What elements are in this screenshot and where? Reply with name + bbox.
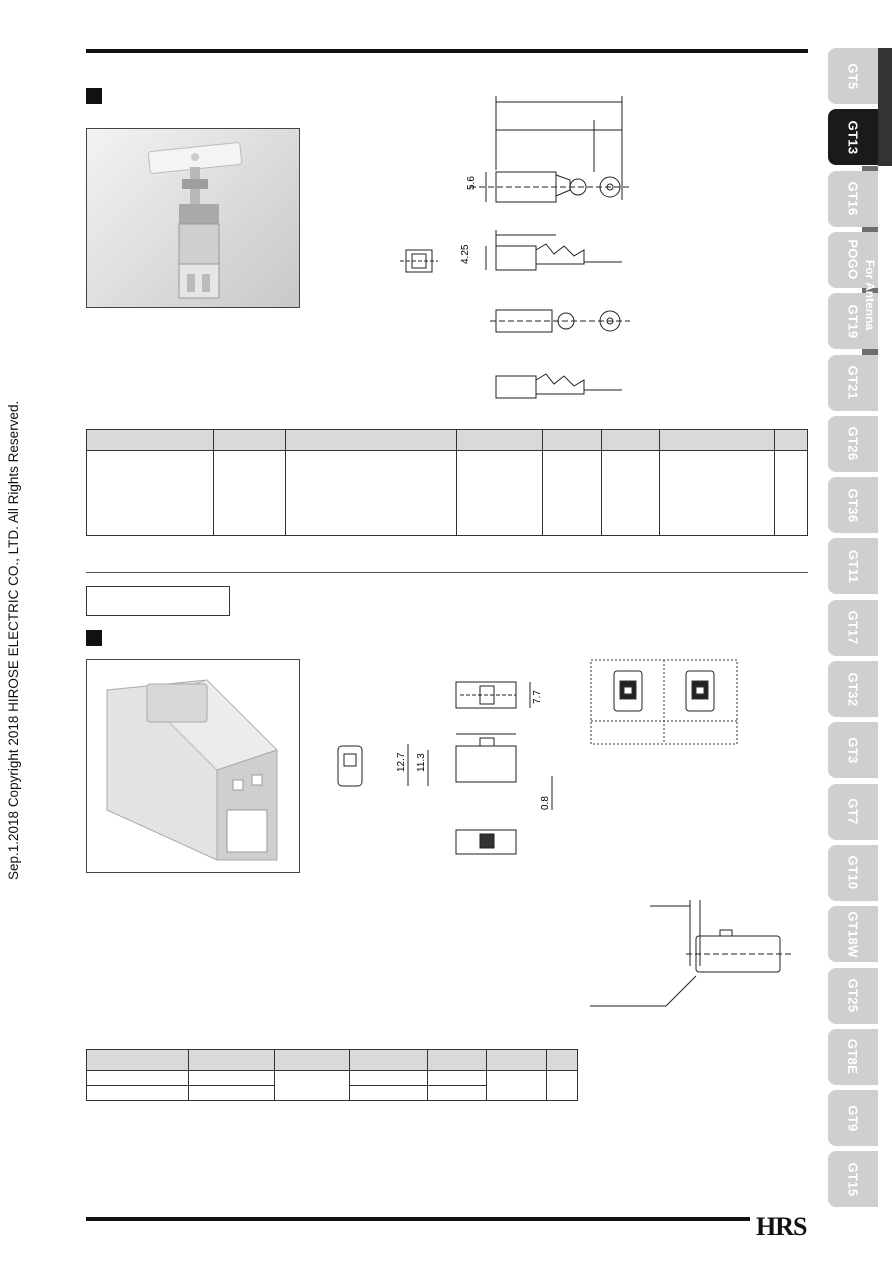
- tab-gt15[interactable]: [828, 1151, 878, 1207]
- bottom-rule: [86, 1217, 750, 1221]
- tab-label: GT13: [845, 120, 861, 155]
- dim-height: 5.6: [466, 176, 477, 190]
- tab-label: GT21: [845, 365, 861, 400]
- tab-label: GT16: [845, 181, 861, 216]
- tab-gt7[interactable]: [828, 784, 878, 840]
- orientation-views: [590, 659, 740, 747]
- tab-gt36[interactable]: [828, 477, 878, 533]
- contact-drawing: [390, 90, 650, 410]
- tab-label: GT10: [845, 856, 861, 890]
- tab-label: GT26: [845, 426, 861, 461]
- top-rule: [86, 49, 808, 53]
- tab-gt10[interactable]: [828, 845, 878, 901]
- tab-gt13[interactable]: [828, 109, 878, 165]
- section-divider: [86, 572, 808, 573]
- contact-spec-table: [86, 429, 808, 536]
- section-label-box: [86, 586, 230, 616]
- tab-label: GT18W: [845, 911, 861, 958]
- section-marker-1: [86, 88, 102, 104]
- tab-label: GT5: [845, 62, 861, 90]
- dim-b: 12.7: [396, 752, 407, 772]
- tab-label: GT8E: [845, 1039, 861, 1075]
- housing-drawing: [330, 670, 570, 860]
- tab-gt26[interactable]: [828, 416, 878, 472]
- hrs-logo: HRS: [756, 1212, 807, 1241]
- tab-label: GT25: [845, 978, 861, 1013]
- tab-gt21[interactable]: [828, 355, 878, 411]
- dim-d: 0.8: [540, 796, 551, 810]
- tab-gt3[interactable]: [828, 722, 878, 778]
- dim-height-2: 4.25: [460, 244, 471, 264]
- dim-a: 7.7: [532, 690, 543, 704]
- tab-label: GT9: [845, 1105, 861, 1132]
- for-antenna-label: For Antenna: [863, 259, 877, 331]
- tab-label: GT19: [845, 304, 861, 339]
- dim-c: 11.3: [416, 753, 427, 772]
- housing-spec-table: [86, 1049, 578, 1101]
- tab-label: POGO: [845, 239, 861, 280]
- tab-label: GT15: [845, 1162, 861, 1197]
- contact-photo: [86, 128, 300, 308]
- section-marker-2: [86, 630, 102, 646]
- tab-label: GT7: [845, 798, 861, 825]
- tab-label: GT32: [845, 672, 861, 706]
- tab-gt8e[interactable]: [828, 1029, 878, 1085]
- tab-gt25[interactable]: [828, 968, 878, 1024]
- housing-side-drawing: [586, 896, 796, 1016]
- copyright-notice: Sep.1.2018 Copyright 2018 HIROSE ELECTRIC CO., LTD. All Rights Reserved.: [6, 400, 21, 880]
- tab-gt9[interactable]: [828, 1090, 878, 1146]
- tab-gt18w[interactable]: [828, 906, 878, 962]
- tab-label: GT3: [845, 737, 861, 764]
- tab-gt16[interactable]: [828, 171, 878, 227]
- tab-label: GT11: [845, 549, 861, 583]
- tab-label: GT36: [845, 488, 861, 522]
- tab-gt5[interactable]: [828, 48, 878, 104]
- tab-gt17[interactable]: [828, 600, 878, 656]
- side-accent-strip: [878, 48, 892, 166]
- tab-gt11[interactable]: [828, 538, 878, 594]
- tab-gt32[interactable]: [828, 661, 878, 717]
- housing-photo: [86, 659, 300, 873]
- tab-label: GT17: [845, 610, 861, 645]
